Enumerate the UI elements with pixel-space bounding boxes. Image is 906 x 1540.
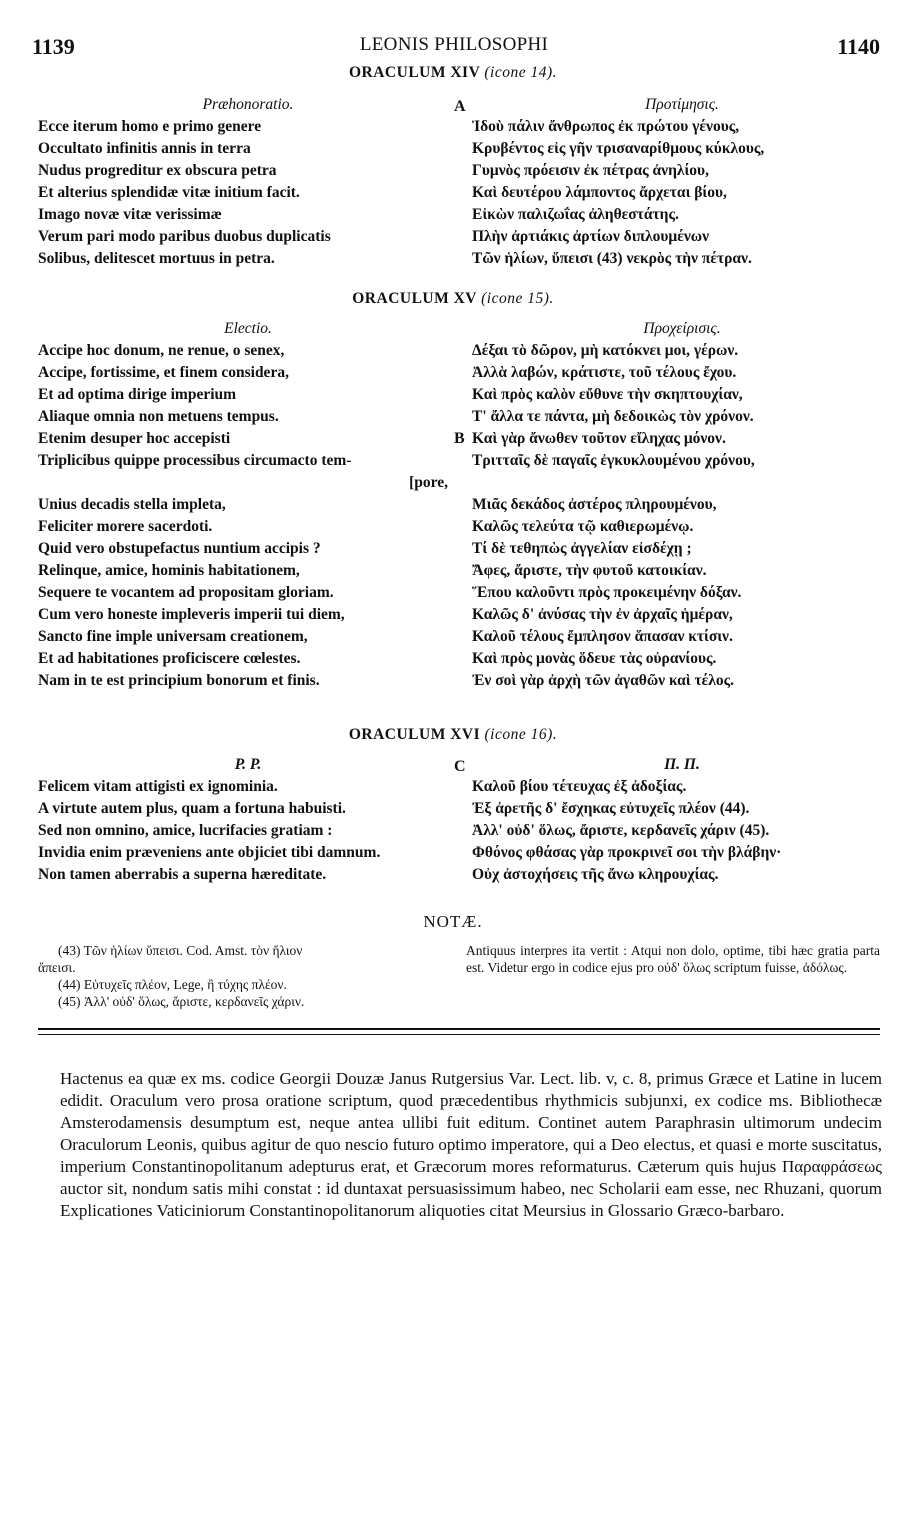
latin-line: A virtute autem plus, quam a fortuna habuisti. bbox=[38, 800, 346, 817]
greek-line: Ἐξ ἀρετῆς δ' ἔσχηκας εὐτυχεῖς πλέον (44). bbox=[472, 800, 750, 817]
greek-line: Τριτταῖς δὲ παγαῖς ἐγκυκλουμένου χρόνου, bbox=[472, 452, 755, 469]
latin-line: Nam in te est principium bonorum et finis. bbox=[38, 672, 320, 689]
latin-line: Relinque, amice, hominis habitationem, bbox=[38, 562, 300, 579]
greek-line: Ἐν σοὶ γὰρ ἀρχὴ τῶν ἀγαθῶν καὶ τέλος. bbox=[472, 672, 735, 689]
oracle-14-title: ORACULUM XIV bbox=[348, 64, 480, 81]
oracle-16-latin bbox=[38, 754, 458, 886]
notes-right-column: Antiquus interpres ita vertit : Atqui non dolo, optime, tibi hæc gratia parta est. Videtur ergo in codice ejus pro οὐδ' ὅλως scriptum fuisse, ἀδόλως. bbox=[466, 943, 880, 975]
divider-rule-thick bbox=[38, 1028, 880, 1030]
notes-title: NOTÆ. bbox=[423, 912, 483, 931]
greek-line: Τῶν ἡλίων, ὕπεισι (43) νεκρὸς τὴν πέτραν. bbox=[472, 250, 752, 267]
greek-line: Ἀλλὰ λαβών, κράτιστε, τοῦ τέλους ἔχου. bbox=[472, 364, 737, 381]
oracle-16-title: ORACULUM XVI bbox=[348, 726, 481, 743]
greek-line: Ἰδοὺ πάλιν ἄνθρωπος ἐκ πρώτου γένους, bbox=[472, 118, 740, 135]
page-number-left: 1139 bbox=[32, 34, 75, 59]
note-45: (45) Ἀλλ' οὐδ' ὅλως, ἄριστε, κερδανεῖς χάριν. bbox=[58, 994, 305, 1009]
oracle-15-icone: (icone 15). bbox=[481, 290, 554, 307]
oracle-14-heading bbox=[0, 64, 906, 82]
latin-line: Invidia enim præveniens ante objiciet tibi damnum. bbox=[38, 844, 381, 861]
greek-line: Γυμνὸς πρόεισιν ἐκ πέτρας ἀνηλίου, bbox=[472, 162, 709, 179]
margin-marker-a: A bbox=[454, 98, 466, 115]
latin-line: Non tamen aberrabis a superna hæreditate. bbox=[38, 866, 327, 883]
oracle-15-latin-title: Electio. bbox=[224, 320, 272, 337]
latin-line: Felicem vitam attigisti ex ignominia. bbox=[38, 778, 278, 795]
oracle-14-greek bbox=[472, 94, 892, 270]
latin-line: Imago novæ vitæ verissimæ bbox=[38, 206, 222, 223]
greek-line: Φθόνος φθάσας γὰρ προκρινεῖ σοι τὴν βλάβην· bbox=[472, 844, 782, 861]
latin-line: Aliaque omnia non metuens tempus. bbox=[38, 408, 279, 425]
greek-line: Καλοῦ τέλους ἔμπλησον ἅπασαν κτίσιν. bbox=[472, 628, 733, 645]
margin-marker-b: B bbox=[454, 430, 465, 447]
oracle-15-greek bbox=[472, 318, 892, 692]
greek-line-spacer bbox=[472, 472, 892, 494]
latin-line: Sequere te vocantem ad propositam gloriam. bbox=[38, 584, 334, 601]
greek-line: Καὶ πρὸς μονὰς ὅδευε τὰς οὐρανίους. bbox=[472, 650, 717, 667]
note-43-continuation: ἄπεισι. bbox=[38, 960, 76, 975]
running-title: LEONIS PHILOSOPHI bbox=[359, 34, 549, 55]
oracle-15-latin bbox=[38, 318, 458, 692]
latin-line: Unius decadis stella impleta, bbox=[38, 496, 226, 513]
page-number-right: 1140 bbox=[837, 34, 880, 59]
oracle-16-greek-title: Π. Π. bbox=[664, 756, 700, 773]
oracle-14-latin-title: Præhonoratio. bbox=[202, 96, 294, 113]
oracle-14-greek-title: Προτίμησις. bbox=[645, 96, 719, 113]
oracle-14-icone: (icone 14). bbox=[484, 64, 558, 81]
greek-line: Καὶ πρὸς καλὸν εὔθυνε τὴν σκηπτουχίαν, bbox=[472, 386, 743, 403]
latin-line: Feliciter morere sacerdoti. bbox=[38, 518, 213, 535]
latin-line: Accipe, fortissime, et finem considera, bbox=[38, 364, 289, 381]
notes-left-column bbox=[38, 942, 458, 1010]
latin-line: Accipe hoc donum, ne renue, o senex, bbox=[38, 342, 285, 359]
oracle-16-heading bbox=[0, 726, 906, 744]
greek-line: Ἕπου καλοῦντι πρὸς προκειμένην δόξαν. bbox=[472, 584, 742, 601]
oracle-16-greek bbox=[472, 754, 892, 886]
latin-line: Verum pari modo paribus duobus duplicatis bbox=[38, 228, 331, 245]
note-43: (43) Τῶν ἡλίων ὕπεισι. Cod. Amst. τὸν ἥλιον bbox=[58, 943, 303, 958]
greek-line: Καλῶς τελεύτα τῷ καθιερωμένῳ. bbox=[472, 518, 694, 535]
latin-line: Et ad habitationes proficiscere cœlestes. bbox=[38, 650, 301, 667]
divider-rule-thin bbox=[38, 1034, 880, 1035]
greek-line: Ἀλλ' οὐδ' ὅλως, ἄριστε, κερδανεῖς χάριν (45). bbox=[472, 822, 770, 839]
greek-line: Δέξαι τὸ δῶρον, μὴ κατόκνει μοι, γέρων. bbox=[472, 342, 739, 359]
greek-line: Τ' ἄλλα τε πάντα, μὴ δεδοικὼς τὸν χρόνον. bbox=[472, 408, 754, 425]
latin-line: Ecce iterum homo e primo genere bbox=[38, 118, 262, 135]
greek-line: Πλὴν ἀρτιάκις ἀρτίων διπλουμένων bbox=[472, 228, 710, 245]
latin-line: Sancto fine imple universam creationem, bbox=[38, 628, 308, 645]
oracle-15-heading bbox=[0, 290, 906, 308]
oracle-14-latin bbox=[38, 94, 458, 270]
latin-line: Triplicibus quippe processibus circumacto tem- bbox=[38, 452, 352, 469]
oracle-15-greek-title: Προχείρισις. bbox=[643, 320, 721, 337]
latin-line: Cum vero honeste impleveris imperii tui diem, bbox=[38, 606, 345, 623]
latin-line: Solibus, delitescet mortuus in petra. bbox=[38, 250, 275, 267]
closing-paragraph-text: Hactenus ea quæ ex ms. codice Georgii Douzæ Janus Rutgersius Var. Lect. lib. v, c. 8, primus Græce et Latine in lucem edidit. Oraculum vero prosa oratione scriptum, quod præcedentibus rhythmicis subjunxi, ex codice ms. Bibliothecæ Amsterodamensis desumptum est, neque antea ullibi fuit editum. Continet autem Paraphrasin ultimorum undecim Oraculorum Leonis, quibus agitur de quo nescio futuro optimo imperatore, qui a Deo electus, et quasi e morte suscitatus, imperium Constantinopolitanum adepturus erat, et Græcorum mores reformaturus. Cæterum quis hujus Παραφράσεως auctor sit, nondum satis mihi constat : id duntaxat persuasissimum habeo, nec Scholarii eam esse, nec Rhuzani, quorum Explicationes Vaticiniorum Constantinopolitanorum aliquoties citat Meursius in Glossario Græco-barbaro. bbox=[60, 1069, 882, 1220]
greek-line: Καὶ γὰρ ἄνωθεν τοῦτον εἴληχας μόνον. bbox=[472, 430, 726, 447]
greek-line: Καὶ δευτέρου λάμποντος ἄρχεται βίου, bbox=[472, 184, 727, 201]
greek-line: Ἄφες, ἄριστε, τὴν φυτοῦ κατοικίαν. bbox=[472, 562, 707, 579]
closing-paragraph bbox=[60, 1068, 882, 1222]
greek-line: Καλῶς δ' ἀνύσας τὴν ἐν ἀρχαῖς ἡμέραν, bbox=[472, 606, 733, 623]
oracle-16-icone: (icone 16). bbox=[484, 726, 558, 743]
latin-line: Nudus progreditur ex obscura petra bbox=[38, 162, 277, 179]
latin-line-continuation: [pore, bbox=[409, 474, 448, 491]
oracle-15-title: ORACULUM XV bbox=[352, 290, 477, 307]
latin-line: Et alterius splendidæ vitæ initium facit. bbox=[38, 184, 300, 201]
greek-line: Μιᾶς δεκάδος ἀστέρος πληρουμένου, bbox=[472, 496, 717, 513]
greek-line: Τί δὲ τεθηπὼς ἀγγελίαν εἰσδέχῃ ; bbox=[472, 540, 692, 557]
greek-line: Οὐχ ἀστοχήσεις τῆς ἄνω κληρουχίας. bbox=[472, 866, 719, 883]
latin-line: Et ad optima dirige imperium bbox=[38, 386, 237, 403]
latin-line: Occultato infinitis annis in terra bbox=[38, 140, 251, 157]
oracle-16-latin-title: P. P. bbox=[234, 756, 262, 773]
page-header bbox=[28, 34, 880, 60]
latin-line: Sed non omnino, amice, lucrifacies gratiam : bbox=[38, 822, 333, 839]
latin-line: Quid vero obstupefactus nuntium accipis ? bbox=[38, 540, 321, 557]
greek-line: Κρυβέντος εἰς γῆν τρισαναρίθμους κύκλους, bbox=[472, 140, 765, 157]
margin-marker-c: C bbox=[454, 758, 466, 775]
greek-line: Εἰκὼν παλιζωΐας ἀληθεστάτης. bbox=[472, 206, 679, 223]
latin-line: Etenim desuper hoc accepisti bbox=[38, 430, 231, 447]
note-44: (44) Εὐτυχεῖς πλέον, Lege, ἢ τύχης πλέον. bbox=[58, 977, 287, 992]
greek-line: Καλοῦ βίου τέτευχας ἐξ ἀδοξίας. bbox=[472, 778, 687, 795]
